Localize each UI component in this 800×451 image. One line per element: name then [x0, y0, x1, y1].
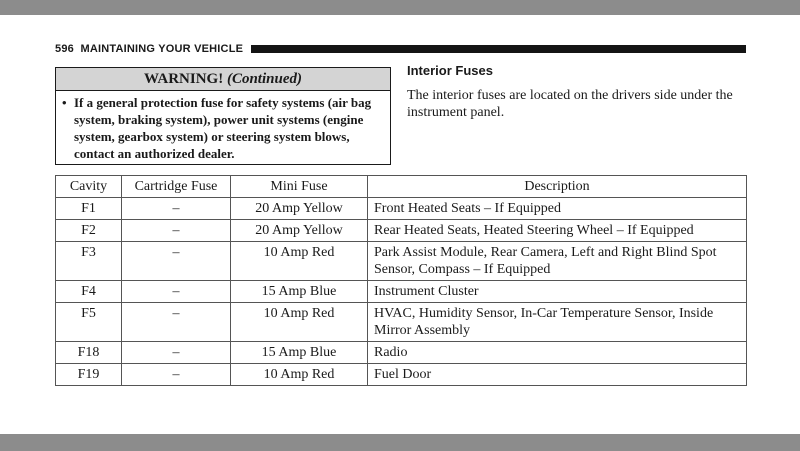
cell-mini: 10 Amp Red — [231, 242, 368, 281]
interior-fuses-heading: Interior Fuses — [407, 63, 493, 78]
section-title: MAINTAINING YOUR VEHICLE — [80, 43, 244, 55]
table-row — [56, 303, 747, 342]
cell-cavity: F5 — [56, 303, 122, 342]
fuse-table — [55, 175, 747, 386]
col-header-cavity: Cavity — [56, 176, 122, 198]
table-row — [56, 220, 747, 242]
cell-cartridge: – — [122, 198, 231, 220]
cell-cartridge: – — [122, 281, 231, 303]
cell-cartridge: – — [122, 303, 231, 342]
bottom-frame-band — [0, 434, 800, 451]
cell-cartridge: – — [122, 242, 231, 281]
cell-cavity: F1 — [56, 198, 122, 220]
col-header-mini: Mini Fuse — [231, 176, 368, 198]
cell-cartridge: – — [122, 220, 231, 242]
cell-description: Instrument Cluster — [368, 281, 747, 303]
cell-cavity: F19 — [56, 364, 122, 386]
page-header — [55, 42, 746, 56]
cell-mini: 10 Amp Red — [231, 303, 368, 342]
cell-cavity: F18 — [56, 342, 122, 364]
table-row — [56, 281, 747, 303]
cell-description: Front Heated Seats – If Equipped — [368, 198, 747, 220]
cell-description: Park Assist Module, Rear Camera, Left and Right Blind Spot Sensor, Compass – If Equipped — [368, 242, 747, 281]
cell-description: Fuel Door — [368, 364, 747, 386]
header-rule — [251, 45, 746, 53]
page-header-text — [55, 43, 243, 55]
warning-continued: (Continued) — [226, 71, 302, 87]
cell-cavity: F4 — [56, 281, 122, 303]
warning-body — [56, 91, 390, 162]
top-frame-band — [0, 0, 800, 15]
cell-cartridge: – — [122, 342, 231, 364]
cell-cavity: F3 — [56, 242, 122, 281]
cell-mini: 15 Amp Blue — [231, 342, 368, 364]
cell-cartridge: – — [122, 364, 231, 386]
cell-description: HVAC, Humidity Sensor, In-Car Temperature Sensor, Inside Mirror Assembly — [368, 303, 747, 342]
col-header-description: Description — [368, 176, 747, 198]
cell-description: Radio — [368, 342, 747, 364]
col-header-cartridge: Cartridge Fuse — [122, 176, 231, 198]
page-number: 596 — [55, 43, 74, 55]
cell-cavity: F2 — [56, 220, 122, 242]
warning-label: WARNING! — [144, 71, 224, 87]
table-row — [56, 364, 747, 386]
table-header-row — [56, 176, 747, 198]
bullet-icon: • — [62, 95, 67, 110]
table-row — [56, 342, 747, 364]
cell-description: Rear Heated Seats, Heated Steering Wheel – If Equipped — [368, 220, 747, 242]
cell-mini: 15 Amp Blue — [231, 281, 368, 303]
warning-box — [55, 67, 391, 165]
cell-mini: 10 Amp Red — [231, 364, 368, 386]
table-row — [56, 242, 747, 281]
table-row — [56, 198, 747, 220]
cell-mini: 20 Amp Yellow — [231, 220, 368, 242]
cell-mini: 20 Amp Yellow — [231, 198, 368, 220]
warning-title — [56, 68, 390, 91]
interior-fuses-text: The interior fuses are located on the drivers side under the instrument panel. — [407, 88, 733, 120]
warning-text: If a general protection fuse for safety systems (air bag system, braking system), power unit systems (engine system, gearbox system) or steering system blows, contact an authorized dealer. — [74, 95, 372, 161]
